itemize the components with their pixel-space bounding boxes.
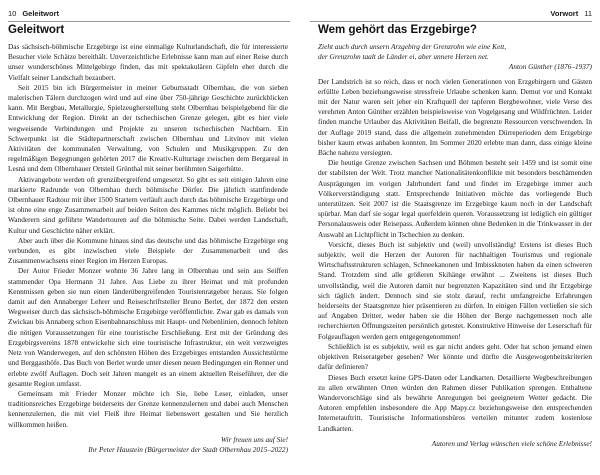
left-chapter-title: Geleitwort xyxy=(8,24,65,36)
left-paragraph: Seit 2015 bin ich Bürgermeister in meiner Geburtsstadt Olbernhau, die von sieben malerischen Tälern durchzogen wird und auf eine über 750-jährige Geschichte zurückblicken kann. Mit Bergbau, Metallurgie, Spielzeugherstellung steht Olbernhau beispielgebend für die Entwicklung der Region. Direkt an der tschechischen Grenze gelegen, gibt es hier viele wegweisende Verbindungen und Projekte zu unseren tschechischen Nachbarn. Ein Schwerpunkt ist die Städtepartnerschaft zwischen Olbernhau und Litvínov mit vielen Aktivitäten der kommunalen Verwaltung, von Schulen und Musikgruppen. Zu den regelmäßigen Begegnungen gehörten 2017 die Kreativ-Kulturtage zwischen dem Bergareal in Lesná und dem Olbernhauer Ortsteil Grünthal mit seiner berühmten Saigerhütte. xyxy=(8,82,288,174)
left-paragraph: Aktivangebote werden oft grenzübergreifend umgesetzt. So gibt es seit einigen Jahren eine markierte Radrunde von Olbernhau durch böhmische Dörfer. Die jährlich stattfindende Olbernhauer Radtour mit über 1500 Startern verläuft auch durch das böhmische Erzgebirge und ist ohne eine enge Zusammenarbeit auf beiden Seiten des Kammes nicht möglich. Beliebt bei Wanderern sind geführte Wandertouren auf die böhmische Seite. Dabei werden Landschaft, Kultur und Geschichte näher erklärt. xyxy=(8,174,288,235)
left-paragraph: Der Autor Frieder Monzer wohnte 36 Jahre lang in Olbernhau und sein aus Seiffen stammender Opa Hermann 31 Jahre. Aus Liebe zu ihrer Heimat und mit profunden Kenntnissen geben sie nun einen länderübergreifenden Touristenratgeber heraus. Sie folgen damit auf den Annaberger Lehrer und Reiseschriftsteller Bruno Berlet, der 1872 den ersten Wegweiser durch das sächsisch-böhmische Erzgebirge veröffentlichte. Zwar gab es damals von Zwickau bis Annaberg schon Eisenbahnanschluss mit Haupt- und Nebenlinien, dennoch fehlten die nötigen Voraussetzungen für eine touristische Erschließung. Erst mit der Gründung des Erzgebirgsvereins 1878 entwickelte sich eine touristische Infrastruktur, ein weit verzweigtes Netz von Wanderwegen, auf den schönsten Höhen des Erzgebirges entstanden Aussichtstürme und Berggasthöfe. Das Buch von Berlet wurde unter diesen neuen Bedingungen ein Renner und erlebte zwölf Auflagen. Doch seit Jahren mangelt es an einem aktuellen Reiseführer, der die gesamte Region umfasst. xyxy=(8,266,288,388)
epigraph-line: der Grenzrohn taalt de Länder ei, aber unnere Herzen net. xyxy=(318,52,489,62)
left-paragraph: Das sächsisch-böhmische Erzgebirge ist eine einmalige Kulturlandschaft, die für interessierte Besucher viele Schätze bereithält. Unverzeichtliche Erlebnisse kann man auf einer Reise durch unser wunderschönes Mittelgebirge finden, das mit spektakulären Gipfeln eher durch die Vielfalt seiner Landschaft bezaubert. xyxy=(8,42,288,82)
right-paragraph: Schließlich ist es subjektiv, weil es gar nicht anders geht. Oder hat schon jemand einen objektiven Reiseratgeber gesehen? Wer könnte und dürfte die Ausgewogenheitskriterien dafür definieren? xyxy=(318,341,592,372)
left-page-number: 10 xyxy=(8,8,17,18)
left-closing: Wir freuen uns auf Sie! xyxy=(220,434,288,444)
epigraph-line: Zieht auch durch unsern Arzgebirg der Grenzrohn wie eine Kett, xyxy=(318,42,507,51)
right-paragraph: Der Landstrich ist so reich, dass er noch vielen Generationen von Erzgebirgern und Gästen erfüllte Leben beziehungsweise stressfreie Urlaube schenken kann. Demut vor und Kontakt mit der Natur waren seit jeher ein Kraftquell der tapferen Bergbewohner, viele Verse des verehrten Anton Günther erzählen beispielsweise von Vogelgesang und Wildfrüchten. Leider finden manche Urlauber das Aktivitäten Beifall, die begrenzte Ressourcen verschwenden. In der Auflage 2019 stand, dass die allgemein zunehmenden Dürreperioden dem Erzgebirge bisher kaum etwas anhaben konnten. Im Sommer 2020 erlebte man dann, dass einige kleine Bäche nahezu versiegten. xyxy=(318,76,592,158)
right-page-number: 11 xyxy=(584,8,592,18)
right-page xyxy=(300,0,600,475)
left-body-text xyxy=(8,42,288,455)
right-running-head xyxy=(550,6,592,20)
epigraph-author: Anton Günther (1876–1937) xyxy=(508,62,592,72)
left-signature: Ihr Peter Haustein (Bürgermeister der Stadt Olbernhau 2015–2022) xyxy=(88,444,288,454)
right-closing: Autoren und Verlag wünschen viele schöne Erlebnisse! xyxy=(431,438,592,448)
right-paragraph: Die heutige Grenze zwischen Sachsen und Böhmen besteht seit 1459 und ist somit eine der stabilsten der Welt. Trotz mancher Nationalitätenkonflikte mit besonders beschämenden Ausprägungen im vorigen Jahrhundert fand und findet im Erzgebirge immer auch Völkerverständigung statt. Entsprechende Initiativen möchte das vorliegende Buch unterstützen. Seit 2007 ist die Staatsgrenze im Erzgebirge kaum noch in der Landschaft spürbar. Man darf sie sogar legal querfeldein queren. Voraussetzung ist lediglich ein gültiger Personalausweis oder Reisepass. Außerdem können ohne Bedenken in die Trinkwasser in der Auswahl an Lichtpflicht in Tschechien zu denken. xyxy=(318,158,592,239)
right-header-rule xyxy=(310,21,592,22)
right-paragraph: Dieses Buch ersetzt keine GPS-Daten oder Landkarten. Detaillierte Wegbeschreibungen zu allen erwähnten Orten würden den Rahmen dieser Publikation sprengen. Enthaltene Wandervorschläge sind als bewährte Anregungen bei geeignetem Wetter gedacht. Die Autoren empfehlen insbesondere die App Mapy.cz beziehungsweise den entsprechenden Internetauftritt. Touristische Informationsbüros verteilen mitunter zudem kostenlose Landkarten. xyxy=(318,372,592,433)
right-paragraph: Vorsicht, dieses Buch ist subjektiv und (weil) unvollständig! Erstens ist dieses Buch subjektiv, weil die Herzen der Autoren für nachhaltigen Tourismus und regionale Wirtschaftsstrukturen schlagen, Schneekanonen und Imbissknoten haben da einen schweren Stand. Trotzdem sind alle größeren Skihänge erwähnt ... Zweitens ist dieses Buch unvollständig, weil die Autoren damit nur begrenzten Kapazitäten sind und ihr Erzgebirge sich täglich ändert. Dennoch sind sie stolz darauf, recht umfangreiche Erfahrungen beiderseits der Staatsgrenze hier präsentieren zu dürfen. In einigen Fällen verließen sie sich auf Angaben Dritter, weder haben sie die Höhen der Berge nachgemessen noch alle recherchierten Öffnungszeiten persönlich getestet. Konstruktive Hinweise der Leserschaft für Folgeauflagen werden gern entgegengenommen! xyxy=(318,239,592,341)
right-body-text xyxy=(318,42,592,449)
left-running-title: Geleitwort xyxy=(22,8,60,18)
left-paragraph: Gemeinsam mit Frieder Monzer möchte ich Sie, liebe Leser, einladen, unser traditionsreiches Erzgebirge beiderseits der Grenze kennenzulernen und dabei auch Menschen kennenzulernen, die mit viel Fleiß ihre Heimat liebenswert gestalten und Sie herzlich willkommen heißen. xyxy=(8,388,288,429)
left-running-head xyxy=(8,6,59,20)
right-chapter-title: Wem gehört das Erzgebirge? xyxy=(318,24,477,36)
right-running-title: Vorwort xyxy=(550,8,579,18)
left-paragraph: Aber auch über die Kommune hinaus sind das deutsche und das böhmische Erzgebirge eng verbunden, es gibt inzwischen viele Beispiele der Zusammenarbeit und des Zusammenwachsens einer Region im Herzen Europas. xyxy=(8,235,288,266)
left-header-rule xyxy=(8,21,290,22)
